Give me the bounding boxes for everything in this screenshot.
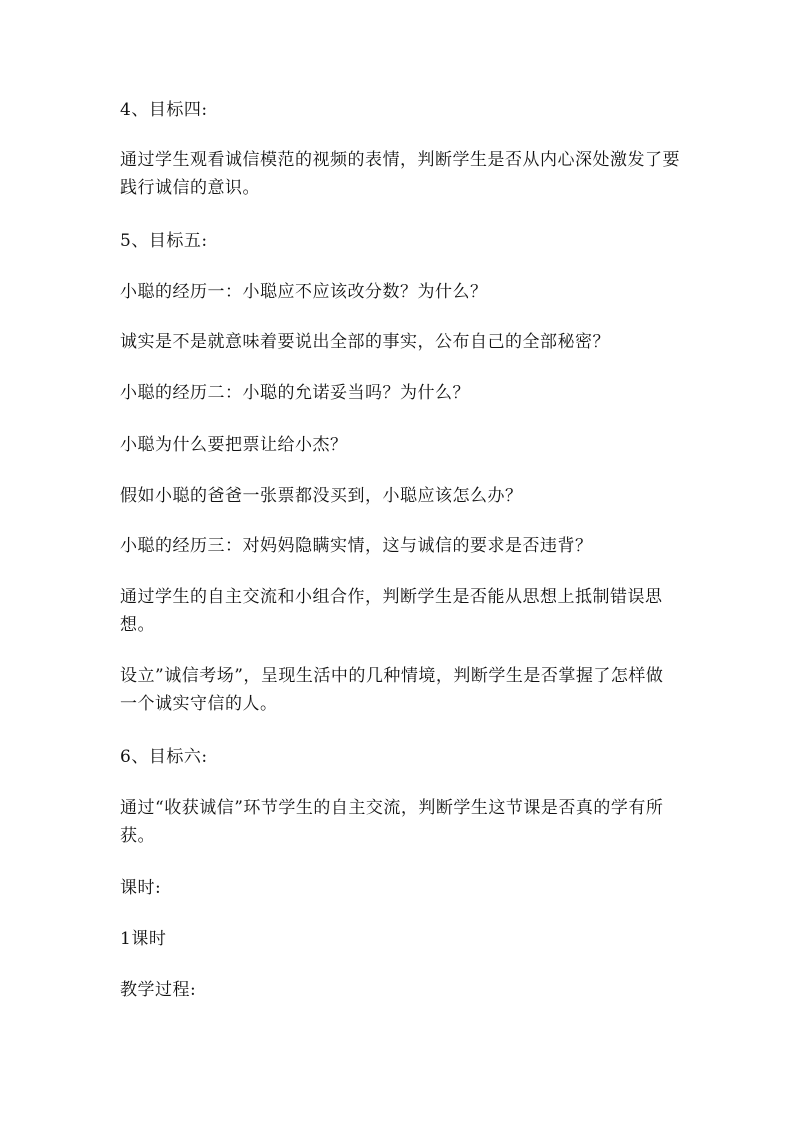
ticket-question: 小聪为什么要把票让给小杰？ — [120, 435, 348, 455]
father-ticket-question: 假如小聪的爸爸一张票都没买到，小聪应该怎么办？ — [120, 486, 523, 506]
goal-four-text: 通过学生观看诚信模范的视频的表情，判断学生是否从内心深处激发了要践行诚信的意识。 — [120, 150, 680, 198]
class-hours-heading: 课时: — [120, 878, 162, 898]
honesty-question: 诚实是不是就意味着要说出全部的事实，公布自己的全部秘密？ — [120, 332, 610, 352]
experience-one-question: 小聪的经历一：小聪应不应该改分数？为什么？ — [120, 282, 488, 302]
goal-six-heading: 6、目标六: — [120, 747, 208, 767]
teaching-process-heading: 教学过程: — [120, 980, 197, 1000]
experience-three-question: 小聪的经历三：对妈妈隐瞒实情，这与诚信的要求是否违背？ — [120, 536, 593, 556]
exam-scene-text: 设立”诚信考场”，呈现生活中的几种情境，判断学生是否掌握了怎样做一个诚实守信的人。 — [120, 666, 664, 714]
cooperation-text: 通过学生的自主交流和小组合作，判断学生是否能从思想上抵制错误思想。 — [120, 587, 663, 635]
goal-six-text: 通过“收获诚信”环节学生的自主交流，判断学生这节课是否真的学有所获。 — [120, 798, 664, 846]
goal-four-heading: 4、目标四: — [120, 100, 208, 120]
goal-five-heading: 5、目标五: — [120, 231, 208, 251]
class-hours-value: 1课时 — [120, 929, 167, 949]
experience-two-question: 小聪的经历二：小聪的允诺妥当吗？为什么？ — [120, 383, 470, 403]
